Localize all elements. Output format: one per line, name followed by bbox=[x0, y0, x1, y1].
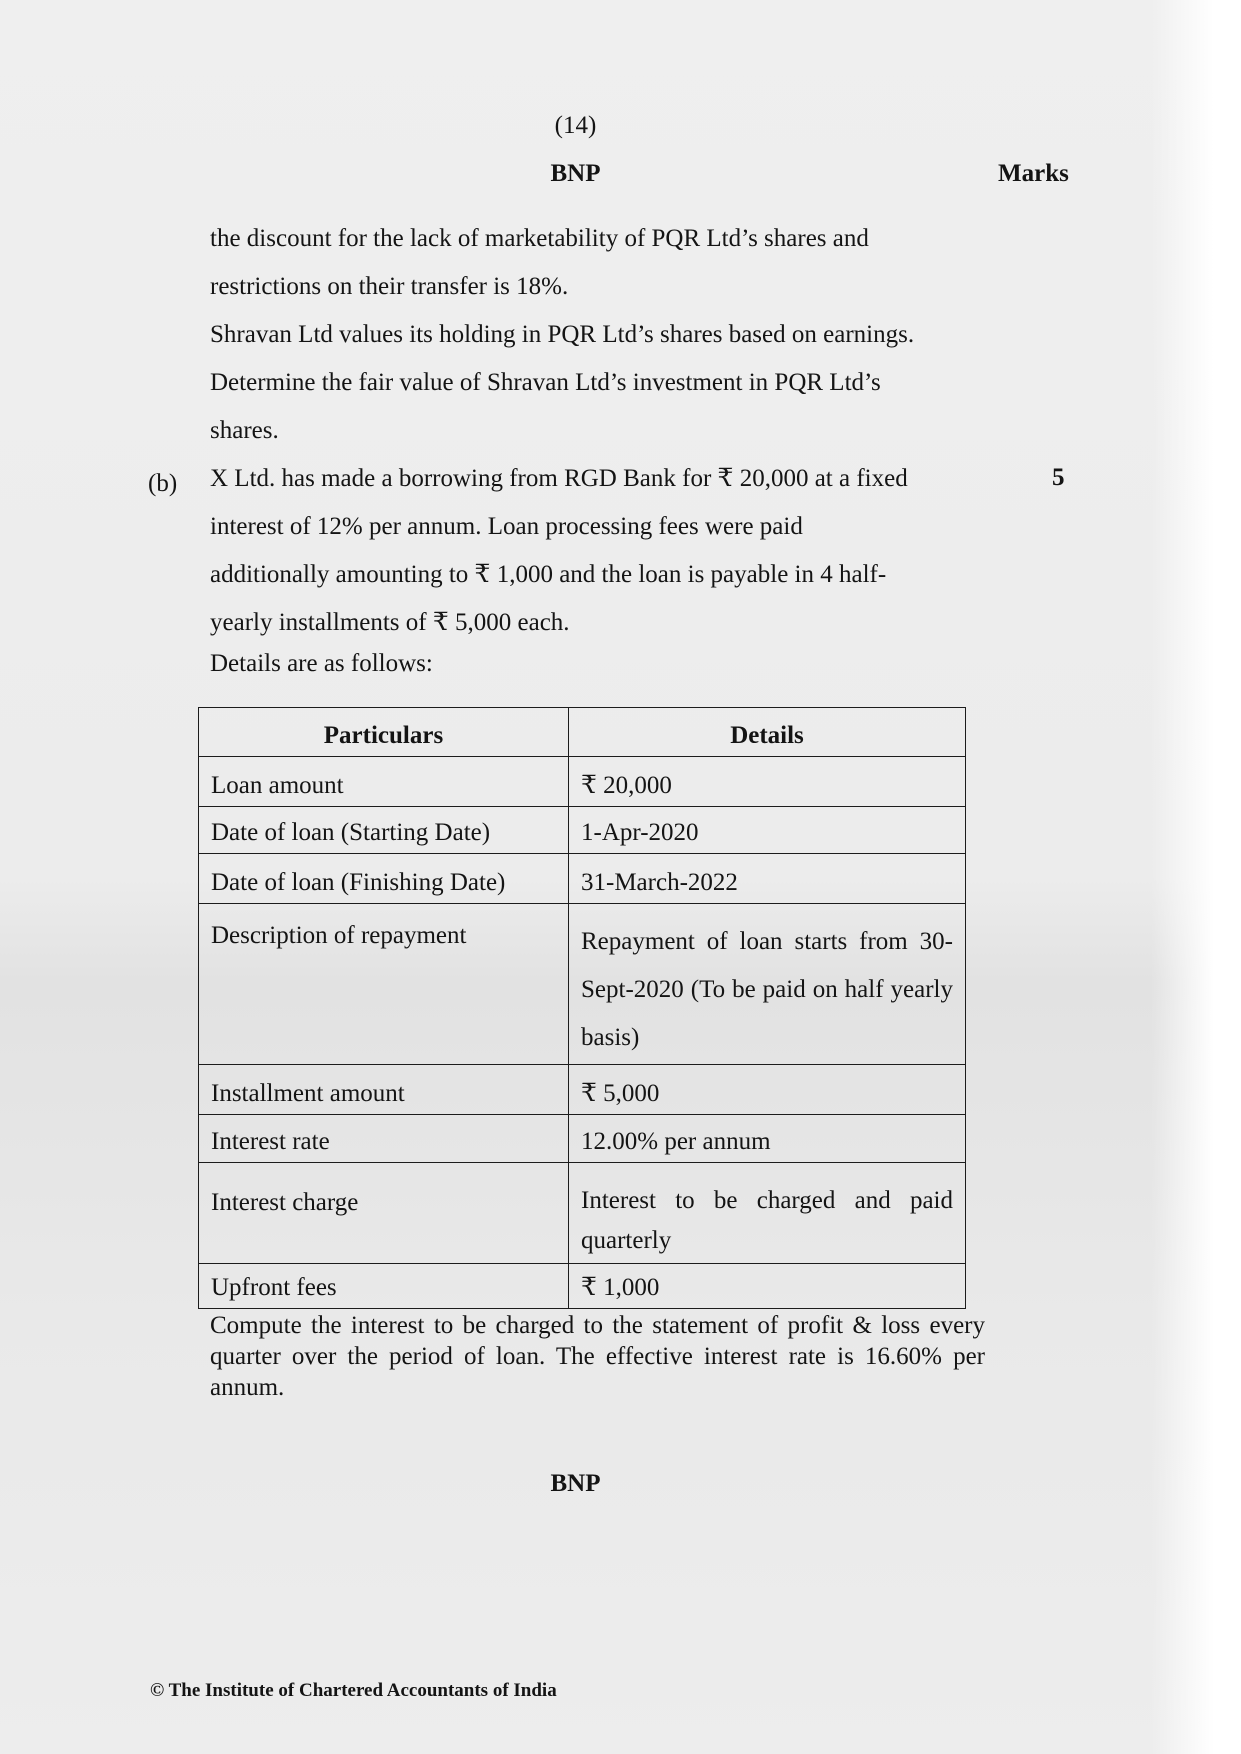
details-intro: Details are as follows: bbox=[210, 650, 433, 677]
table-row bbox=[199, 807, 966, 854]
table-row bbox=[199, 854, 966, 904]
particular-cell: Date of loan (Finishing Date) bbox=[199, 854, 569, 904]
part-b-line-4: yearly installments of ₹ 5,000 each. bbox=[210, 609, 570, 636]
detail-cell: Repayment of loan starts from 30-Sept-2020 (To be paid on half yearly basis) bbox=[569, 904, 966, 1065]
table-row bbox=[199, 757, 966, 807]
part-a-line-2: restrictions on their transfer is 18%. bbox=[210, 273, 569, 300]
question-label-b: (b) bbox=[148, 470, 178, 497]
question-marks-b: 5 bbox=[1052, 464, 1065, 491]
page-number: (14) bbox=[554, 112, 597, 139]
particular-cell: Description of repayment bbox=[199, 904, 569, 1065]
detail-cell: 12.00% per annum bbox=[569, 1115, 966, 1163]
detail-cell: ₹ 20,000 bbox=[569, 757, 966, 807]
table-row bbox=[199, 1065, 966, 1115]
part-a-line-4: Determine the fair value of Shravan Ltd’s investment in PQR Ltd’s bbox=[210, 369, 881, 396]
particular-cell: Upfront fees bbox=[199, 1264, 569, 1309]
detail-cell: Interest to be charged and paid quarterly bbox=[569, 1163, 966, 1264]
marks-column-heading: Marks bbox=[998, 160, 1069, 187]
particular-cell: Installment amount bbox=[199, 1065, 569, 1115]
detail-cell: 31-March-2022 bbox=[569, 854, 966, 904]
table-row bbox=[199, 1115, 966, 1163]
page-edge-shading bbox=[1151, 0, 1241, 1754]
part-a-line-1: the discount for the lack of marketability of PQR Ltd’s shares and bbox=[210, 225, 869, 252]
table-header-row bbox=[199, 708, 966, 757]
table-row bbox=[199, 1264, 966, 1309]
detail-cell: ₹ 5,000 bbox=[569, 1065, 966, 1115]
particular-cell: Loan amount bbox=[199, 757, 569, 807]
column-header-particulars: Particulars bbox=[199, 708, 569, 757]
detail-cell: ₹ 1,000 bbox=[569, 1264, 966, 1309]
compute-instruction: Compute the interest to be charged to the statement of profit & loss every quarter over the period of loan. The effective interest rate is 16.60% per annum. bbox=[210, 1312, 985, 1401]
column-header-details: Details bbox=[569, 708, 966, 757]
part-b-line-2: interest of 12% per annum. Loan processing fees were paid bbox=[210, 513, 803, 540]
table-row bbox=[199, 904, 966, 1065]
detail-cell: 1-Apr-2020 bbox=[569, 807, 966, 854]
part-a-line-5: shares. bbox=[210, 417, 279, 444]
part-a-line-3: Shravan Ltd values its holding in PQR Ltd’s shares based on earnings. bbox=[210, 321, 915, 348]
loan-details-table bbox=[198, 707, 966, 1309]
particular-cell: Interest charge bbox=[199, 1163, 569, 1264]
paper-code-footer: BNP bbox=[550, 1470, 601, 1497]
copyright-notice: © The Institute of Chartered Accountants of India bbox=[150, 1680, 557, 1701]
particular-cell: Date of loan (Starting Date) bbox=[199, 807, 569, 854]
paper-code: BNP bbox=[550, 160, 601, 187]
particular-cell: Interest rate bbox=[199, 1115, 569, 1163]
table-row bbox=[199, 1163, 966, 1264]
part-b-line-1: X Ltd. has made a borrowing from RGD Bank for ₹ 20,000 at a fixed bbox=[210, 465, 908, 492]
part-b-line-3: additionally amounting to ₹ 1,000 and the loan is payable in 4 half- bbox=[210, 561, 887, 588]
